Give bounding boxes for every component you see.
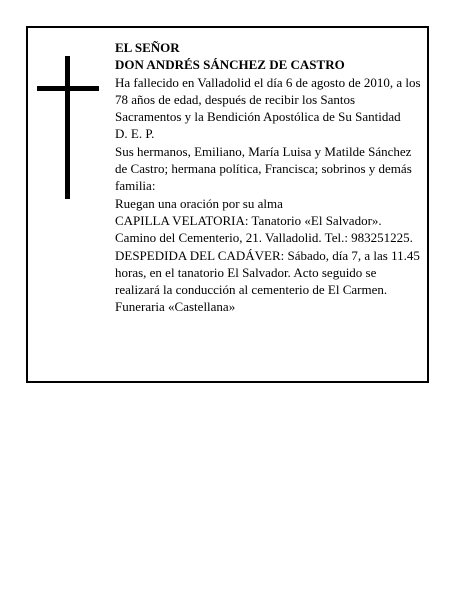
- cross-vertical-bar: [65, 56, 70, 199]
- deceased-name: DON ANDRÉS SÁNCHEZ DE CASTRO: [115, 57, 345, 73]
- prayer-request: Ruegan una oración por su alma: [115, 195, 283, 211]
- death-announcement: Ha fallecido en Valladolid el día 6 de agosto de 2010, a los 78 años de edad, después de recibir los Santos Sacramentos y la Bendición Apostólica de Su Santidad: [115, 74, 421, 125]
- notice-text: [115, 39, 423, 316]
- funeral-home: Funeraria «Castellana»: [115, 299, 236, 315]
- family-list: Sus hermanos, Emiliano, María Luisa y Matilde Sánchez de Castro; hermana política, Francisca; sobrinos y demás familia:: [115, 143, 412, 194]
- cross-horizontal-bar: [37, 86, 99, 91]
- rest-in-peace: D. E. P.: [115, 126, 155, 142]
- notice-heading: EL SEÑOR: [115, 40, 180, 55]
- latin-cross-icon: [37, 56, 99, 199]
- farewell-info: DESPEDIDA DEL CADÁVER: Sábado, día 7, a las 11.45 horas, en el tanatorio El Salvador. Acto seguido se realizará la conducción al cementerio de El Carmen.: [115, 247, 420, 298]
- obituary-notice: [26, 26, 429, 383]
- chapel-info: CAPILLA VELATORIA: Tanatorio «El Salvador». Camino del Cementerio, 21. Valladolid. Tel.: 983251225.: [115, 212, 413, 246]
